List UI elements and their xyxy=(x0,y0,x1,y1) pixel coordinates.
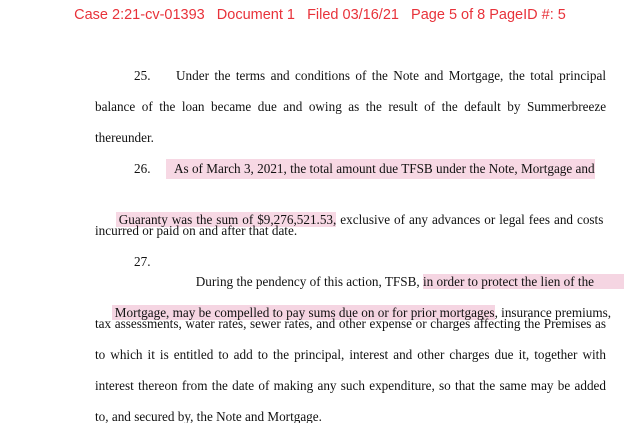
paragraph-27-text: tax assessments, water rates, sewer rates, and other expense or charges affecting the Premises as xyxy=(95,316,607,331)
paragraph-25-line-1 xyxy=(0,66,640,86)
highlighted-text: As of March 3, 2021, the total amount due TFSB under the Note, Mortgage and xyxy=(166,159,595,179)
paragraph-25-text: Under the terms and conditions of the Note and Mortgage, the total principal xyxy=(176,68,606,83)
paragraph-27-text: interest thereon from the date of making any such expenditure, so that the same may be added xyxy=(95,378,606,393)
paragraph-27-line-1 xyxy=(0,252,640,289)
paragraph-27-line-6 xyxy=(0,407,640,423)
paragraph-27-text: to, and secured by, the Note and Mortgage. xyxy=(95,409,322,423)
paragraph-25-line-2 xyxy=(0,97,640,117)
paragraph-26-text: incurred or paid on and after that date. xyxy=(95,223,298,238)
paragraph-27-line-5 xyxy=(0,376,640,396)
paragraph-27-number: 27. xyxy=(134,254,151,269)
paragraph-27-text: During the pendency of this action, TFSB, xyxy=(195,274,423,289)
paragraph-27-line-2 xyxy=(0,283,640,320)
paragraph-25-number: 25. xyxy=(134,68,151,83)
paragraph-27-line-4 xyxy=(0,345,640,365)
paragraph-25-line-3 xyxy=(0,128,640,148)
highlighted-text: Mortgage, may be compelled to pay sums due on or for prior mortgages xyxy=(112,305,495,320)
paragraph-26-line-3 xyxy=(0,221,640,241)
paragraph-27-text: to which it is entitled to add to the principal, interest and other charges due it, together with xyxy=(95,347,606,362)
court-filing-header: Case 2:21-cv-01393 Document 1 Filed 03/16/21 Page 5 of 8 PageID #: 5 xyxy=(74,7,566,23)
paragraph-25-text: thereunder. xyxy=(95,130,154,145)
paragraph-26-text: exclusive of any advances or legal fees and costs xyxy=(336,212,604,227)
paragraph-26-number: 26. xyxy=(134,161,151,176)
paragraph-26-line-1 xyxy=(0,159,640,179)
paragraph-26-line-2 xyxy=(0,190,640,227)
highlighted-text: Guaranty was the sum of $9,276,521.53, xyxy=(116,212,337,227)
paragraph-25-text: balance of the loan became due and owing as the result of the default by Summerbreeze xyxy=(95,99,607,114)
highlighted-text: in order to protect the lien of the xyxy=(423,274,624,289)
paragraph-27-line-3 xyxy=(0,314,640,334)
paragraph-27-text: , insurance premiums, xyxy=(494,305,612,320)
